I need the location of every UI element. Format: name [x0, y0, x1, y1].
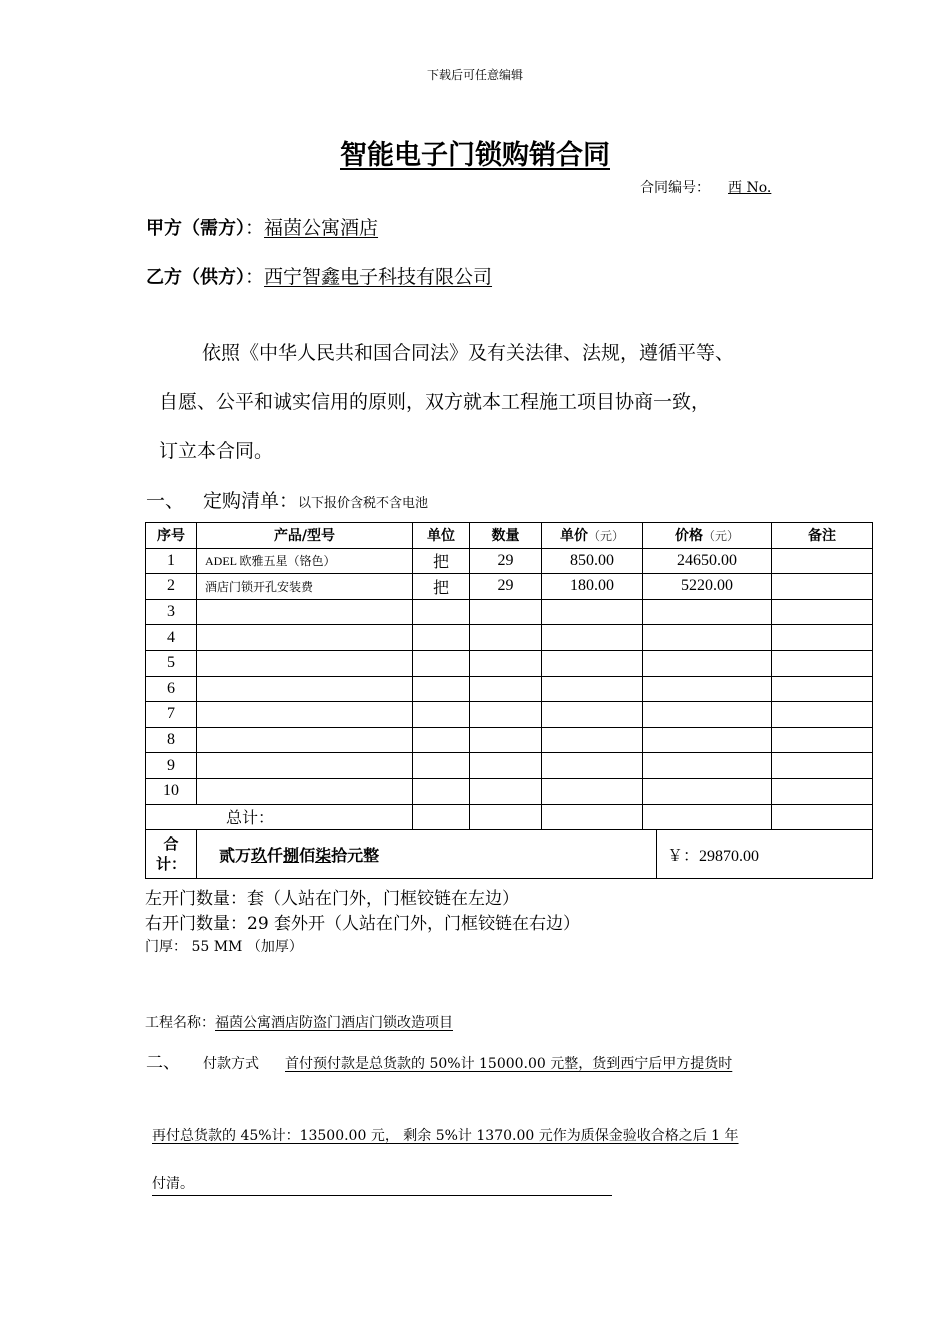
header-no: 序号: [146, 523, 197, 549]
sum-label: [146, 830, 197, 879]
party-b-colon: ：: [245, 266, 265, 288]
cell-amount: [643, 778, 772, 804]
cell-no: 1: [146, 548, 197, 574]
sum-words-part: 柒: [315, 845, 332, 865]
cell-price: [542, 599, 643, 625]
header-qty: 数量: [470, 523, 542, 549]
order-table: [145, 522, 873, 879]
cell-qty: 29: [470, 548, 542, 574]
door-thickness: 门厚： 55 MM （加厚）: [145, 939, 303, 955]
sum-row: [146, 830, 873, 879]
cell-no: 6: [146, 676, 197, 702]
cell-product: [197, 702, 413, 728]
contract-number-value: 西 No.: [728, 180, 772, 196]
header-note: 下载后可任意编辑: [426, 68, 523, 82]
sum-words-part: 玖: [251, 845, 268, 865]
cell-remark: [772, 574, 873, 600]
cell-remark: [772, 702, 873, 728]
cell-product: [197, 778, 413, 804]
total-cell: [772, 804, 873, 830]
header-amount: [643, 523, 772, 549]
cell-qty: 29: [470, 574, 542, 600]
cell-no: 9: [146, 753, 197, 779]
total-label: 总计：: [146, 804, 413, 830]
sum-words-part: 仟: [267, 845, 284, 865]
section-1-title: 定购清单：: [203, 490, 299, 512]
party-a-value: 福茵公寓酒店: [264, 217, 379, 239]
cell-amount: 24650.00: [643, 548, 772, 574]
cell-amount: [643, 599, 772, 625]
cell-no: 7: [146, 702, 197, 728]
party-a-colon: ：: [245, 217, 265, 239]
table-row: [146, 548, 873, 574]
cell-unit: [413, 778, 470, 804]
total-cell: [413, 804, 470, 830]
cell-amount: [643, 650, 772, 676]
cell-product: ADEL 欧雅五星（铬色）: [197, 548, 413, 574]
table-row: [146, 650, 873, 676]
cell-qty: [470, 702, 542, 728]
sum-in-words: [197, 830, 657, 879]
cell-no: 3: [146, 599, 197, 625]
cell-remark: [772, 650, 873, 676]
total-cell: [470, 804, 542, 830]
cell-qty: [470, 599, 542, 625]
cell-unit: [413, 599, 470, 625]
project-name: [145, 1012, 453, 1032]
cell-amount: [643, 753, 772, 779]
party-a: [146, 213, 378, 240]
payment-line-3-text: 付清。: [152, 1173, 612, 1196]
sum-words-part: 佰: [299, 845, 316, 865]
table-row: [146, 625, 873, 651]
cell-unit: [413, 650, 470, 676]
contract-number-label: 合同编号：: [640, 180, 710, 196]
header-product: 产品/型号: [197, 523, 413, 549]
cell-amount: 5220.00: [643, 574, 772, 600]
cell-unit: [413, 702, 470, 728]
cell-price: [542, 650, 643, 676]
sum-label-line-1: 合: [163, 835, 179, 854]
cell-no: 8: [146, 727, 197, 753]
sum-words-part: 拾元整: [331, 845, 380, 865]
cell-unit: [413, 753, 470, 779]
cell-no: 2: [146, 574, 197, 600]
party-b: [146, 262, 492, 289]
project-name-label: 工程名称：: [145, 1015, 215, 1031]
table-row: [146, 574, 873, 600]
section-2-label: 付款方式: [203, 1056, 259, 1072]
party-b-label: 乙方（供方）: [146, 267, 245, 288]
intro-line-2: 自愿、公平和诚实信用的原则，双方就本工程施工项目协商一致，: [159, 391, 711, 413]
header-amount-unit: （元）: [703, 529, 740, 544]
cell-qty: [470, 778, 542, 804]
cell-price: [542, 753, 643, 779]
cell-price: [542, 676, 643, 702]
cell-qty: [470, 625, 542, 651]
cell-price: [542, 702, 643, 728]
project-name-value: 福茵公寓酒店防盗门酒店门锁改造项目: [215, 1015, 453, 1031]
total-row: [146, 804, 873, 830]
cell-price: [542, 778, 643, 804]
left-door-quantity: 左开门数量：套（人站在门外，门框铰链在左边）: [145, 889, 519, 909]
table-row: [146, 702, 873, 728]
payment-line-2: 再付总货款的 45%计：13500.00 元， 剩余 5%计 1370.00 元作为质保金验收合格之后 1 年: [152, 1128, 739, 1144]
header-remark: 备注: [772, 523, 873, 549]
cell-amount: [643, 625, 772, 651]
header-amount-label: 价格: [675, 528, 703, 545]
cell-price: [542, 625, 643, 651]
cell-product: [197, 599, 413, 625]
section-1-heading: [146, 486, 428, 513]
cell-no: 10: [146, 778, 197, 804]
cell-remark: [772, 599, 873, 625]
cell-product: [197, 753, 413, 779]
sum-label-line-2: 计：: [155, 855, 186, 874]
cell-price: [542, 727, 643, 753]
cell-amount: [643, 727, 772, 753]
cell-remark: [772, 753, 873, 779]
cell-remark: [772, 548, 873, 574]
cell-unit: [413, 625, 470, 651]
section-2-number: 二、: [146, 1053, 180, 1073]
cell-remark: [772, 727, 873, 753]
cell-remark: [772, 625, 873, 651]
intro-line-3: 订立本合同。: [159, 440, 274, 462]
sum-words-part: 捌: [283, 845, 300, 865]
table-header-row: [146, 523, 873, 549]
cell-amount: [643, 702, 772, 728]
payment-line-1: 首付预付款是总货款的 50%计 15000.00 元整，货到西宁后甲方提货时: [285, 1056, 733, 1072]
cell-unit: [413, 727, 470, 753]
cell-price: 850.00: [542, 548, 643, 574]
party-a-label: 甲方（需方）: [146, 218, 245, 239]
header-unit: 单位: [413, 523, 470, 549]
right-door-quantity: 右开门数量：29 套外开（人站在门外，门框铰链在右边）: [145, 914, 581, 934]
page-title: 智能电子门锁购销合同: [340, 140, 610, 171]
cell-qty: [470, 727, 542, 753]
cell-product: [197, 676, 413, 702]
intro-line-1: 依照《中华人民共和国合同法》及有关法律、法规，遵循平等、: [202, 342, 735, 364]
cell-remark: [772, 778, 873, 804]
party-b-value: 西宁智鑫电子科技有限公司: [264, 266, 493, 288]
table-row: [146, 676, 873, 702]
section-1-note: 以下报价含税不含电池: [298, 496, 429, 511]
cell-price: 180.00: [542, 574, 643, 600]
section-1-number: 一、: [146, 490, 185, 512]
sum-amount: ￥：29870.00: [657, 830, 873, 879]
cell-qty: [470, 753, 542, 779]
header-price-label: 单价: [559, 528, 588, 545]
header-price-unit: （元）: [587, 529, 624, 544]
cell-unit: 把: [413, 548, 470, 574]
section-2-heading: [146, 1048, 732, 1073]
cell-unit: 把: [413, 574, 470, 600]
cell-qty: [470, 676, 542, 702]
cell-amount: [643, 676, 772, 702]
cell-no: 4: [146, 625, 197, 651]
cell-product: [197, 650, 413, 676]
sum-words-part: 贰万: [219, 845, 252, 865]
payment-line-3: [152, 1173, 612, 1196]
cell-product: [197, 625, 413, 651]
total-cell: [643, 804, 772, 830]
cell-unit: [413, 676, 470, 702]
header-price: [542, 523, 643, 549]
contract-number: [640, 177, 773, 197]
table-row: [146, 599, 873, 625]
total-cell: [542, 804, 643, 830]
cell-qty: [470, 650, 542, 676]
cell-product: 酒店门锁开孔安装费: [197, 574, 413, 600]
cell-product: [197, 727, 413, 753]
cell-no: 5: [146, 650, 197, 676]
table-row: [146, 753, 873, 779]
table-row: [146, 778, 873, 804]
cell-remark: [772, 676, 873, 702]
table-row: [146, 727, 873, 753]
